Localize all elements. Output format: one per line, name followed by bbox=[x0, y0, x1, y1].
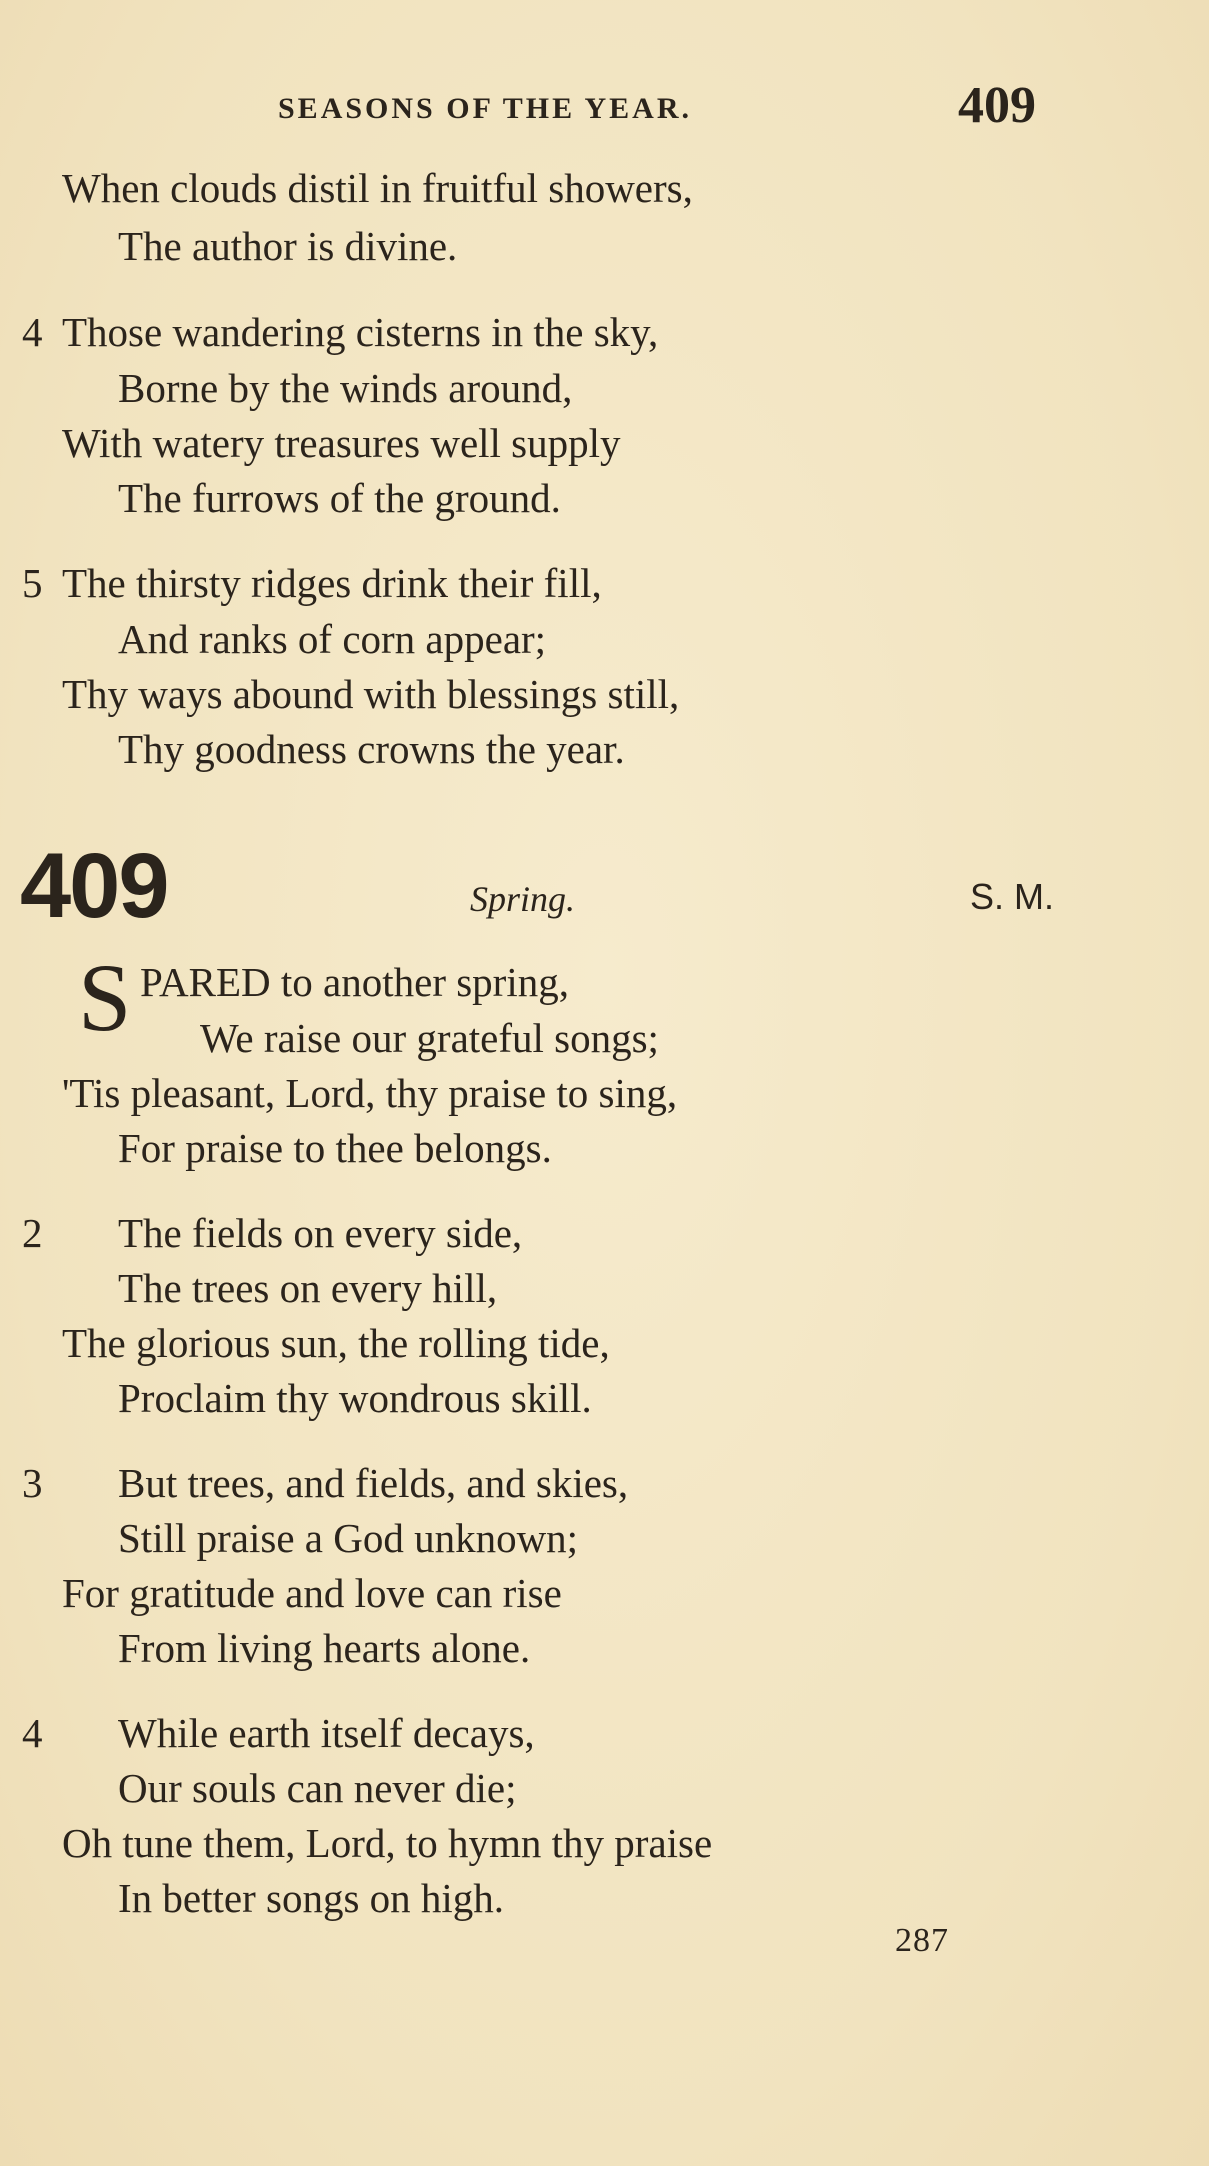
verse-line: Proclaim thy wondrous skill. bbox=[118, 1375, 592, 1421]
hymn-meter: S. M. bbox=[970, 876, 1055, 917]
verse-line: Thy ways abound with blessings still, bbox=[62, 671, 680, 717]
verse-line: For praise to thee belongs. bbox=[118, 1125, 552, 1171]
drop-cap: S bbox=[78, 944, 132, 1051]
stanza-number: 2 bbox=[22, 1210, 43, 1256]
stanza-number: 4 bbox=[22, 1710, 43, 1756]
verse-line: The thirsty ridges drink their fill, bbox=[62, 560, 602, 606]
stanza-number: 3 bbox=[22, 1460, 43, 1506]
verse-line: Still praise a God unknown; bbox=[118, 1515, 579, 1561]
hymn-title: Spring. bbox=[470, 879, 576, 919]
page-number: 409 bbox=[958, 77, 1036, 134]
verse-line: Borne by the winds around, bbox=[118, 365, 573, 411]
verse-line: In better songs on high. bbox=[118, 1875, 505, 1921]
verse-line: When clouds distil in fruitful showers, bbox=[62, 165, 693, 211]
verse-line: 'Tis pleasant, Lord, thy praise to sing, bbox=[62, 1070, 678, 1116]
verse-line: The author is divine. bbox=[118, 223, 458, 269]
verse-line: While earth itself decays, bbox=[118, 1710, 535, 1756]
verse-line: Thy goodness crowns the year. bbox=[118, 726, 625, 772]
verse-line: And ranks of corn appear; bbox=[118, 616, 547, 662]
signature-number: 287 bbox=[895, 1922, 949, 1959]
verse-line: Our souls can never die; bbox=[118, 1765, 517, 1811]
page-header bbox=[0, 77, 1209, 142]
verse-line: The glorious sun, the rolling tide, bbox=[62, 1320, 610, 1366]
verse-line: We raise our grateful songs; bbox=[200, 1015, 659, 1061]
verse-line: With watery treasures well supply bbox=[62, 420, 621, 466]
verse-line: The fields on every side, bbox=[118, 1210, 523, 1256]
hymn-number: 409 bbox=[20, 835, 168, 937]
stanza-number: 5 bbox=[22, 560, 43, 606]
verse-line: Those wandering cisterns in the sky, bbox=[62, 309, 659, 355]
verse-line: Oh tune them, Lord, to hymn thy praise bbox=[62, 1820, 713, 1866]
verse-line: For gratitude and love can rise bbox=[62, 1570, 562, 1616]
verse-line: But trees, and fields, and skies, bbox=[118, 1460, 629, 1506]
verse-line: The furrows of the ground. bbox=[118, 475, 561, 521]
verse-line: PARED to another spring, bbox=[140, 959, 569, 1005]
verse-line: The trees on every hill, bbox=[118, 1265, 498, 1311]
verse-line: From living hearts alone. bbox=[118, 1625, 531, 1671]
stanza-number: 4 bbox=[22, 309, 43, 355]
running-head: SEASONS OF THE YEAR. bbox=[278, 92, 692, 125]
